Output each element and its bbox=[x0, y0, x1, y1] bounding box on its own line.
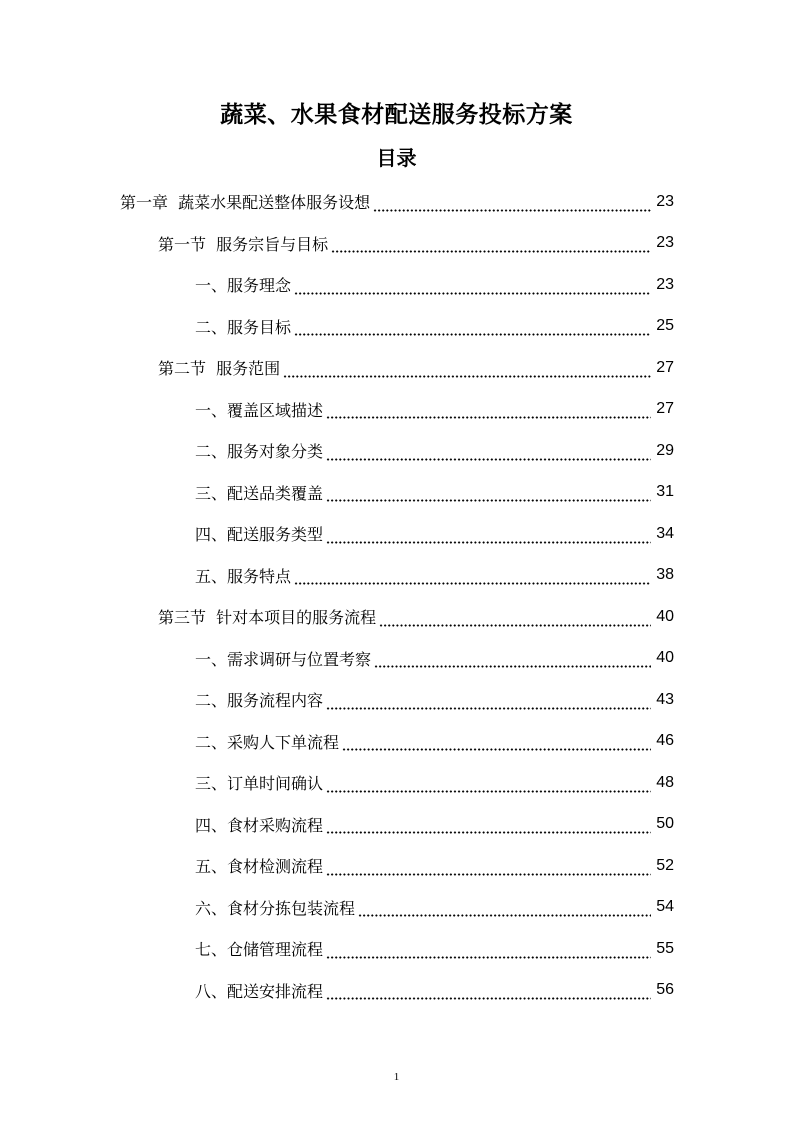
toc-entry-page-number: 56 bbox=[656, 981, 674, 999]
toc-entry-page-number: 48 bbox=[656, 773, 674, 791]
toc-dot-leader bbox=[326, 445, 651, 461]
toc-entry-label: 六、食材分拣包装流程 bbox=[195, 898, 356, 918]
toc-dot-leader bbox=[326, 984, 651, 1000]
toc-entry[interactable] bbox=[0, 762, 793, 804]
toc-entry-label: 第二节 服务范围 bbox=[158, 359, 281, 379]
toc-entry-label: 三、订单时间确认 bbox=[195, 774, 324, 794]
toc-entry[interactable] bbox=[0, 638, 793, 680]
toc-entry[interactable] bbox=[0, 223, 793, 265]
toc-entry-page-number: 25 bbox=[656, 317, 674, 335]
toc-dot-leader bbox=[283, 362, 651, 378]
page-number: 1 bbox=[393, 1071, 400, 1083]
toc-entry-page-number: 31 bbox=[656, 483, 674, 501]
toc-entry-label: 第三节 针对本项目的服务流程 bbox=[158, 608, 377, 628]
toc-entry-page-number: 46 bbox=[656, 732, 674, 750]
toc-entry-page-number: 55 bbox=[656, 939, 674, 957]
toc-dot-leader bbox=[331, 237, 651, 253]
toc-entry[interactable] bbox=[0, 513, 793, 555]
toc-entry[interactable] bbox=[0, 306, 793, 348]
toc-dot-leader bbox=[326, 694, 651, 710]
toc-entry[interactable] bbox=[0, 721, 793, 763]
toc-dot-leader bbox=[326, 528, 651, 544]
toc-entry[interactable] bbox=[0, 845, 793, 887]
toc-entry-label: 二、服务流程内容 bbox=[195, 691, 324, 711]
toc-entry-label: 八、配送安排流程 bbox=[195, 981, 324, 1001]
toc-entry[interactable] bbox=[0, 970, 793, 1012]
toc-entry[interactable] bbox=[0, 472, 793, 514]
toc-dot-leader bbox=[379, 611, 651, 627]
toc-entry[interactable] bbox=[0, 347, 793, 389]
toc-entry-page-number: 34 bbox=[656, 524, 674, 542]
toc-dot-leader bbox=[373, 196, 651, 212]
toc-entry[interactable] bbox=[0, 555, 793, 597]
toc-entry-label: 二、采购人下单流程 bbox=[195, 732, 340, 752]
toc-entry-label: 二、服务对象分类 bbox=[195, 442, 324, 462]
toc-entry-page-number: 50 bbox=[656, 815, 674, 833]
toc-entry[interactable] bbox=[0, 264, 793, 306]
toc-dot-leader bbox=[374, 652, 651, 668]
toc-entry-page-number: 54 bbox=[656, 898, 674, 916]
toc-entry-label: 一、需求调研与位置考察 bbox=[195, 649, 372, 669]
toc-entry-page-number: 27 bbox=[656, 400, 674, 418]
toc-heading: 目录 bbox=[376, 146, 417, 170]
toc-entry-label: 五、服务特点 bbox=[195, 566, 292, 586]
toc-entry[interactable] bbox=[0, 887, 793, 929]
toc-entry-label: 三、配送品类覆盖 bbox=[195, 483, 324, 503]
toc-dot-leader bbox=[294, 569, 651, 585]
toc-entry-page-number: 23 bbox=[656, 275, 674, 293]
toc-entry-page-number: 38 bbox=[656, 566, 674, 584]
toc-dot-leader bbox=[326, 818, 651, 834]
toc-entry-label: 四、配送服务类型 bbox=[195, 525, 324, 545]
toc-entry-page-number: 40 bbox=[656, 649, 674, 667]
toc-entry-page-number: 23 bbox=[656, 234, 674, 252]
toc-entry-page-number: 52 bbox=[656, 856, 674, 874]
toc-entry-page-number: 29 bbox=[656, 441, 674, 459]
toc-entry[interactable] bbox=[0, 389, 793, 431]
toc-dot-leader bbox=[326, 403, 651, 419]
toc-dot-leader bbox=[326, 777, 651, 793]
toc-entry-label: 五、食材检测流程 bbox=[195, 857, 324, 877]
toc-entry[interactable] bbox=[0, 679, 793, 721]
toc-entry-label: 一、服务理念 bbox=[195, 276, 292, 296]
toc-entry-label: 四、食材采购流程 bbox=[195, 815, 324, 835]
toc-entry-page-number: 43 bbox=[656, 690, 674, 708]
toc-dot-leader bbox=[294, 320, 651, 336]
toc-dot-leader bbox=[358, 901, 651, 917]
toc-entry-label: 第一节 服务宗旨与目标 bbox=[158, 234, 329, 254]
toc-entry[interactable] bbox=[0, 928, 793, 970]
toc-entry[interactable] bbox=[0, 804, 793, 846]
toc-entry-page-number: 40 bbox=[656, 607, 674, 625]
table-of-contents bbox=[0, 181, 793, 1011]
toc-entry-label: 七、仓储管理流程 bbox=[195, 940, 324, 960]
toc-entry-label: 二、服务目标 bbox=[195, 317, 292, 337]
toc-dot-leader bbox=[326, 860, 651, 876]
toc-entry-page-number: 23 bbox=[656, 192, 674, 210]
toc-dot-leader bbox=[326, 486, 651, 502]
toc-dot-leader bbox=[294, 279, 651, 295]
toc-entry[interactable] bbox=[0, 596, 793, 638]
toc-entry-label: 第一章 蔬菜水果配送整体服务设想 bbox=[120, 193, 371, 213]
toc-dot-leader bbox=[326, 943, 651, 959]
document-title: 蔬菜、水果食材配送服务投标方案 bbox=[220, 102, 573, 128]
toc-entry[interactable] bbox=[0, 430, 793, 472]
toc-dot-leader bbox=[342, 735, 651, 751]
toc-entry[interactable] bbox=[0, 181, 793, 223]
toc-entry-label: 一、覆盖区域描述 bbox=[195, 400, 324, 420]
toc-entry-page-number: 27 bbox=[656, 358, 674, 376]
